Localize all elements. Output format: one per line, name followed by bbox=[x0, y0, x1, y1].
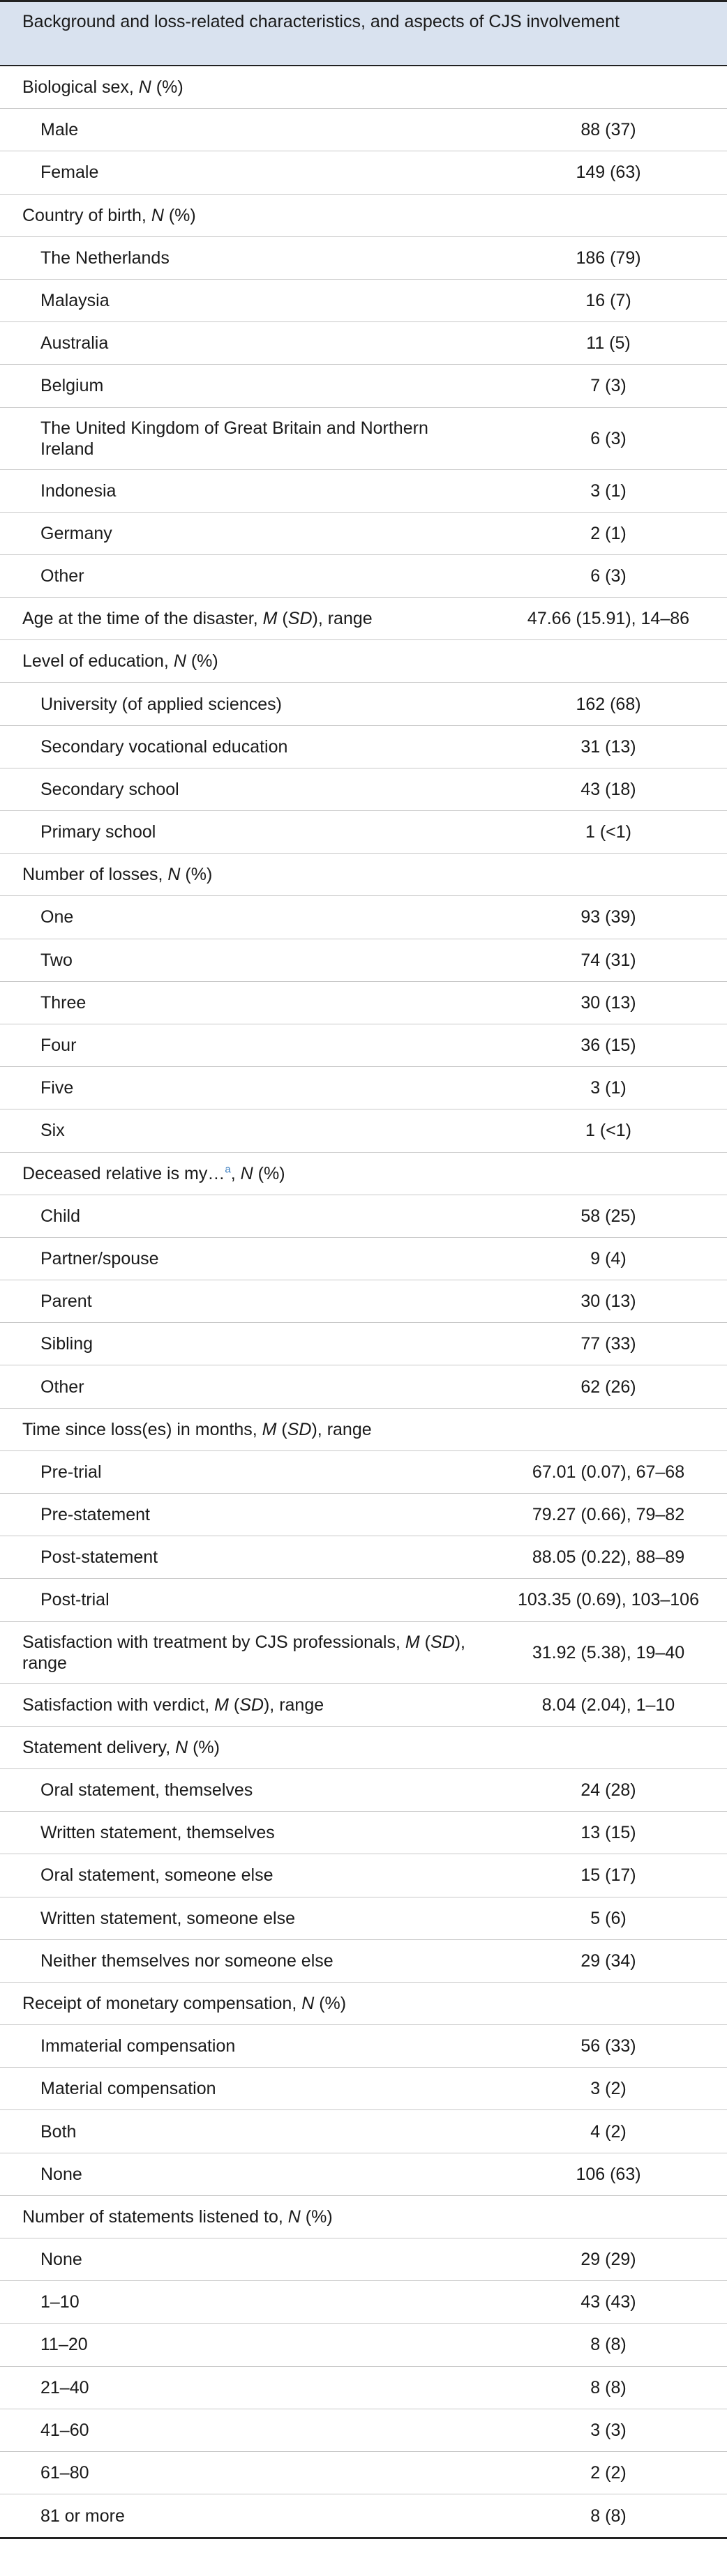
section-row bbox=[0, 1409, 727, 1451]
row-value: 43 (18) bbox=[580, 779, 636, 799]
row-label bbox=[0, 2164, 497, 2185]
section-label-text: Country of birth, bbox=[22, 205, 151, 225]
row-label bbox=[0, 821, 497, 842]
table-row bbox=[0, 322, 727, 365]
table-row bbox=[0, 768, 727, 811]
row-value: 149 (63) bbox=[576, 162, 641, 183]
section-row bbox=[0, 1983, 727, 2025]
row-label bbox=[0, 119, 497, 140]
row-value: 67.01 (0.07), 67–68 bbox=[532, 1462, 685, 1482]
section-row bbox=[0, 195, 727, 237]
row-label-text: Immaterial compensation bbox=[40, 2036, 236, 2056]
section-label bbox=[0, 1163, 497, 1184]
row-label bbox=[0, 566, 497, 586]
row-value: 16 (7) bbox=[585, 291, 631, 311]
table-row bbox=[0, 1323, 727, 1365]
stat-symbol: N bbox=[138, 77, 151, 98]
row-value: 162 (68) bbox=[576, 694, 641, 714]
table-row bbox=[0, 280, 727, 322]
row-label bbox=[0, 290, 497, 311]
row-label-text: Secondary vocational education bbox=[40, 736, 288, 757]
row-value: 1 (<1) bbox=[585, 1121, 631, 1141]
row-value: 79.27 (0.66), 79–82 bbox=[532, 1505, 685, 1525]
stat-symbol: N bbox=[175, 1737, 188, 1757]
row-label-text: Four bbox=[40, 1036, 77, 1056]
table-row bbox=[0, 513, 727, 555]
row-label-text: Written statement, someone else bbox=[40, 1908, 295, 1928]
row-label-text: One bbox=[40, 907, 74, 927]
table-row bbox=[0, 555, 727, 598]
row-label bbox=[0, 1206, 497, 1227]
row-value: 93 (39) bbox=[580, 907, 636, 927]
section-row bbox=[0, 1684, 727, 1727]
section-label-text: Satisfaction with treatment by CJS professionals, bbox=[22, 1632, 405, 1652]
table-row bbox=[0, 1812, 727, 1854]
row-value: 29 (34) bbox=[580, 1950, 636, 1971]
section-label: Satisfaction with verdict, M (SD), range bbox=[22, 1695, 324, 1715]
row-label bbox=[0, 375, 497, 396]
section-label: Satisfaction with treatment by CJS professionals, M (SD), range bbox=[22, 1632, 465, 1673]
row-label-text: Other bbox=[40, 566, 84, 586]
row-value: 24 (28) bbox=[580, 1780, 636, 1801]
row-label bbox=[0, 2334, 497, 2355]
row-value: 103.35 (0.69), 103–106 bbox=[518, 1590, 699, 1610]
section-label-suffix: (%) bbox=[186, 651, 218, 672]
row-label-text: Pre-trial bbox=[40, 1462, 102, 1482]
row-label bbox=[0, 1377, 497, 1397]
table-row bbox=[0, 1940, 727, 1983]
section-label bbox=[0, 651, 497, 672]
row-label bbox=[0, 480, 497, 501]
section-row bbox=[0, 1727, 727, 1769]
section-label-suffix: , range bbox=[269, 1695, 324, 1715]
row-label bbox=[0, 1462, 497, 1483]
section-row bbox=[0, 640, 727, 683]
row-label-text: Primary school bbox=[40, 822, 156, 842]
stat-symbol: M bbox=[262, 609, 278, 629]
row-label bbox=[0, 2078, 497, 2099]
row-label bbox=[0, 2377, 497, 2398]
table-row bbox=[0, 896, 727, 939]
row-label bbox=[0, 333, 497, 354]
table-row bbox=[0, 1579, 727, 1621]
table-row bbox=[0, 109, 727, 151]
row-label-text: Belgium bbox=[40, 376, 104, 396]
row-value: 29 (29) bbox=[580, 2250, 636, 2270]
row-label bbox=[0, 418, 497, 460]
table-row bbox=[0, 2110, 727, 2153]
table-row bbox=[0, 683, 727, 725]
row-value: 88.05 (0.22), 88–89 bbox=[532, 1547, 685, 1568]
row-label-text: Male bbox=[40, 120, 79, 140]
table-row bbox=[0, 151, 727, 194]
row-label bbox=[0, 2462, 497, 2483]
table-row bbox=[0, 2068, 727, 2110]
row-value: 2 (1) bbox=[590, 523, 627, 543]
table-row bbox=[0, 982, 727, 1024]
table-row bbox=[0, 1897, 727, 1940]
row-label-text: Post-statement bbox=[40, 1547, 158, 1568]
row-label-text: 21–40 bbox=[40, 2377, 89, 2397]
row-label-text: 41–60 bbox=[40, 2420, 89, 2440]
row-label-text: Child bbox=[40, 1206, 80, 1226]
row-value: 30 (13) bbox=[580, 1291, 636, 1312]
stat-symbol: N bbox=[301, 1993, 315, 2013]
row-value: 3 (1) bbox=[590, 480, 627, 501]
stat-symbol-secondary: SD bbox=[287, 1419, 312, 1439]
row-value: 8 (8) bbox=[590, 2335, 627, 2355]
row-label-text: Oral statement, themselves bbox=[40, 1780, 253, 1801]
row-label-text: Female bbox=[40, 162, 99, 183]
row-value: 6 (3) bbox=[590, 566, 627, 586]
section-row bbox=[0, 66, 727, 109]
row-value: 74 (31) bbox=[580, 950, 636, 970]
section-label-text: Level of education, bbox=[22, 651, 174, 672]
row-label bbox=[0, 2506, 497, 2526]
footnote-marker[interactable]: a bbox=[225, 1163, 231, 1176]
section-label-text: Number of losses, bbox=[22, 865, 168, 885]
table-row bbox=[0, 811, 727, 854]
row-label bbox=[0, 1333, 497, 1354]
row-label-text: Three bbox=[40, 992, 87, 1013]
row-value: 47.66 (15.91), 14–86 bbox=[527, 609, 690, 629]
row-label bbox=[0, 1504, 497, 1525]
row-label bbox=[0, 1077, 497, 1098]
row-value: 2 (2) bbox=[590, 2463, 627, 2483]
stat-symbol: N bbox=[240, 1163, 253, 1183]
table-row bbox=[0, 1109, 727, 1152]
table-row bbox=[0, 1365, 727, 1408]
row-label-text: Indonesia bbox=[40, 480, 117, 501]
row-label bbox=[0, 694, 497, 715]
section-label-suffix: (%) bbox=[163, 205, 196, 225]
table-header bbox=[0, 2, 727, 66]
row-label-text: Parent bbox=[40, 1291, 92, 1312]
section-label-text: Deceased relative is my… bbox=[22, 1163, 225, 1183]
row-label bbox=[0, 2291, 497, 2312]
stat-symbol-secondary: SD bbox=[239, 1695, 264, 1715]
row-value: 11 (5) bbox=[586, 333, 631, 354]
row-label bbox=[0, 1547, 497, 1568]
row-label-text: 1–10 bbox=[40, 2292, 80, 2312]
row-label-text: Germany bbox=[40, 523, 112, 543]
section-label-suffix: (%) bbox=[253, 1163, 285, 1183]
table-row bbox=[0, 2452, 727, 2494]
section-label-suffix: (%) bbox=[180, 865, 213, 885]
row-label-text: 61–80 bbox=[40, 2463, 89, 2483]
row-label bbox=[0, 1908, 497, 1929]
row-label-text: 11–20 bbox=[40, 2335, 88, 2355]
row-label bbox=[0, 1589, 497, 1610]
table-row bbox=[0, 2324, 727, 2366]
table-row bbox=[0, 408, 727, 470]
section-row bbox=[0, 854, 727, 896]
row-label-text: Partner/spouse bbox=[40, 1248, 159, 1268]
table-row bbox=[0, 1067, 727, 1109]
row-value: 9 (4) bbox=[590, 1248, 627, 1268]
row-value: 106 (63) bbox=[576, 2164, 641, 2184]
section-label: Age at the time of the disaster, M (SD), range bbox=[22, 609, 373, 629]
row-label bbox=[0, 2249, 497, 2270]
row-value: 88 (37) bbox=[580, 120, 636, 140]
row-label-text: Written statement, themselves bbox=[40, 1823, 275, 1843]
section-label-suffix: (%) bbox=[188, 1737, 220, 1757]
table-row bbox=[0, 2367, 727, 2409]
row-label bbox=[0, 523, 497, 544]
row-label-text: Oral statement, someone else bbox=[40, 1865, 273, 1886]
row-label bbox=[0, 1120, 497, 1141]
row-label-text: 81 or more bbox=[40, 2506, 125, 2526]
row-value: 62 (26) bbox=[580, 1377, 636, 1397]
row-label bbox=[0, 1780, 497, 1801]
table-row bbox=[0, 1769, 727, 1812]
table-row bbox=[0, 726, 727, 768]
row-label-text: Two bbox=[40, 950, 73, 970]
section-label-separator: , bbox=[230, 1163, 241, 1183]
row-label-text: Malaysia bbox=[40, 291, 110, 311]
row-label-text: Pre-statement bbox=[40, 1505, 151, 1525]
row-value: 56 (33) bbox=[580, 2036, 636, 2056]
row-label bbox=[0, 736, 497, 757]
row-label bbox=[0, 1035, 497, 1056]
row-value: 186 (79) bbox=[576, 248, 641, 268]
section-label bbox=[0, 205, 497, 226]
stat-symbol-secondary: SD bbox=[287, 609, 313, 629]
row-label bbox=[0, 162, 497, 183]
row-value: 31.92 (5.38), 19–40 bbox=[532, 1642, 685, 1662]
table-row bbox=[0, 2153, 727, 2196]
table-title: Background and loss-related characteristics, and aspects of CJS involvement bbox=[22, 12, 620, 31]
row-label bbox=[0, 992, 497, 1013]
row-value: 3 (2) bbox=[590, 2079, 627, 2099]
section-label-text: Number of statements listened to, bbox=[22, 2206, 288, 2227]
section-label-suffix: (%) bbox=[151, 77, 183, 98]
section-label-text: Time since loss(es) in months, bbox=[22, 1419, 262, 1439]
table-body bbox=[0, 66, 727, 2537]
table-row bbox=[0, 2025, 727, 2068]
row-label bbox=[0, 2036, 497, 2056]
table-row bbox=[0, 1536, 727, 1579]
row-label-text: Five bbox=[40, 1078, 74, 1098]
row-value: 36 (15) bbox=[580, 1036, 636, 1056]
section-label: Time since loss(es) in months, M (SD), range bbox=[22, 1419, 372, 1439]
row-label bbox=[0, 907, 497, 927]
row-label-text: Secondary school bbox=[40, 779, 179, 799]
row-label bbox=[0, 1822, 497, 1843]
stat-symbol: N bbox=[287, 2206, 301, 2227]
row-value: 15 (17) bbox=[580, 1865, 636, 1886]
stat-symbol: N bbox=[173, 651, 186, 672]
row-value: 31 (13) bbox=[580, 736, 636, 757]
row-label-text: Other bbox=[40, 1377, 84, 1397]
table-row bbox=[0, 470, 727, 513]
row-label bbox=[0, 2121, 497, 2142]
table-row bbox=[0, 2409, 727, 2452]
section-label-text: Age at the time of the disaster, bbox=[22, 609, 263, 629]
row-label bbox=[0, 248, 497, 268]
table-row bbox=[0, 1854, 727, 1897]
section-label bbox=[0, 864, 497, 885]
section-row bbox=[0, 1622, 727, 1684]
row-value: 4 (2) bbox=[590, 2121, 627, 2142]
row-label bbox=[0, 779, 497, 800]
row-label bbox=[0, 1248, 497, 1269]
row-label-text: The United Kingdom of Great Britain and Northern Ireland bbox=[40, 418, 428, 459]
row-value: 58 (25) bbox=[580, 1206, 636, 1226]
table-row bbox=[0, 1494, 727, 1536]
section-label bbox=[0, 2206, 497, 2227]
stat-symbol-secondary: SD bbox=[430, 1632, 455, 1652]
table-row bbox=[0, 1238, 727, 1280]
row-label-text: Neither themselves nor someone else bbox=[40, 1950, 333, 1971]
table-row bbox=[0, 2281, 727, 2324]
row-label-text: None bbox=[40, 2164, 82, 2184]
row-label-text: Both bbox=[40, 2121, 77, 2142]
section-label-suffix: , range bbox=[22, 1632, 465, 1673]
table-row bbox=[0, 1024, 727, 1067]
section-label-suffix: (%) bbox=[300, 2206, 333, 2227]
row-label bbox=[0, 1291, 497, 1312]
stat-symbol: M bbox=[214, 1695, 229, 1715]
stat-symbol: M bbox=[262, 1419, 277, 1439]
row-value: 3 (3) bbox=[590, 2420, 627, 2440]
section-label bbox=[0, 1993, 497, 2014]
row-value: 5 (6) bbox=[590, 1908, 627, 1928]
row-value: 3 (1) bbox=[590, 1078, 627, 1098]
table-row bbox=[0, 1280, 727, 1323]
section-row bbox=[0, 598, 727, 640]
table-row bbox=[0, 1451, 727, 1494]
row-label bbox=[0, 1865, 497, 1886]
row-value: 43 (43) bbox=[580, 2292, 636, 2312]
row-value: 7 (3) bbox=[590, 376, 627, 396]
table-row bbox=[0, 237, 727, 280]
row-label-text: Sibling bbox=[40, 1334, 93, 1354]
row-label bbox=[0, 950, 497, 971]
section-label-suffix: , range bbox=[317, 609, 373, 629]
row-label-text: Post-trial bbox=[40, 1590, 110, 1610]
row-label-text: Six bbox=[40, 1121, 65, 1141]
table-row bbox=[0, 1195, 727, 1238]
row-label-text: The Netherlands bbox=[40, 248, 170, 268]
section-label-suffix: , range bbox=[317, 1419, 372, 1439]
stat-symbol: N bbox=[151, 205, 164, 225]
row-value: 1 (<1) bbox=[585, 822, 631, 842]
section-label-text: Biological sex, bbox=[22, 77, 139, 98]
section-label bbox=[0, 77, 497, 98]
row-label bbox=[0, 1950, 497, 1971]
table-row bbox=[0, 2494, 727, 2537]
row-value: 30 (13) bbox=[580, 992, 636, 1013]
section-label-suffix: (%) bbox=[314, 1993, 347, 2013]
row-label-text: Material compensation bbox=[40, 2079, 216, 2099]
section-label-text: Satisfaction with verdict, bbox=[22, 1695, 215, 1715]
row-value: 6 (3) bbox=[590, 428, 627, 448]
row-label-text: University (of applied sciences) bbox=[40, 694, 282, 714]
table-row bbox=[0, 2238, 727, 2281]
section-label bbox=[0, 1737, 497, 1758]
row-value: 8.04 (2.04), 1–10 bbox=[541, 1695, 675, 1715]
row-value: 77 (33) bbox=[580, 1334, 636, 1354]
row-value: 8 (8) bbox=[590, 2377, 627, 2397]
section-row bbox=[0, 2196, 727, 2238]
section-row bbox=[0, 1153, 727, 1195]
stat-symbol: M bbox=[405, 1632, 420, 1652]
section-label-text: Receipt of monetary compensation, bbox=[22, 1993, 302, 2013]
table-row bbox=[0, 939, 727, 982]
table-row bbox=[0, 365, 727, 407]
row-value: 8 (8) bbox=[590, 2506, 627, 2526]
section-label-text: Statement delivery, bbox=[22, 1737, 176, 1757]
stat-symbol: N bbox=[167, 865, 181, 885]
row-label-text: None bbox=[40, 2250, 82, 2270]
row-label bbox=[0, 2420, 497, 2441]
row-value: 13 (15) bbox=[580, 1823, 636, 1843]
row-label-text: Australia bbox=[40, 333, 109, 354]
